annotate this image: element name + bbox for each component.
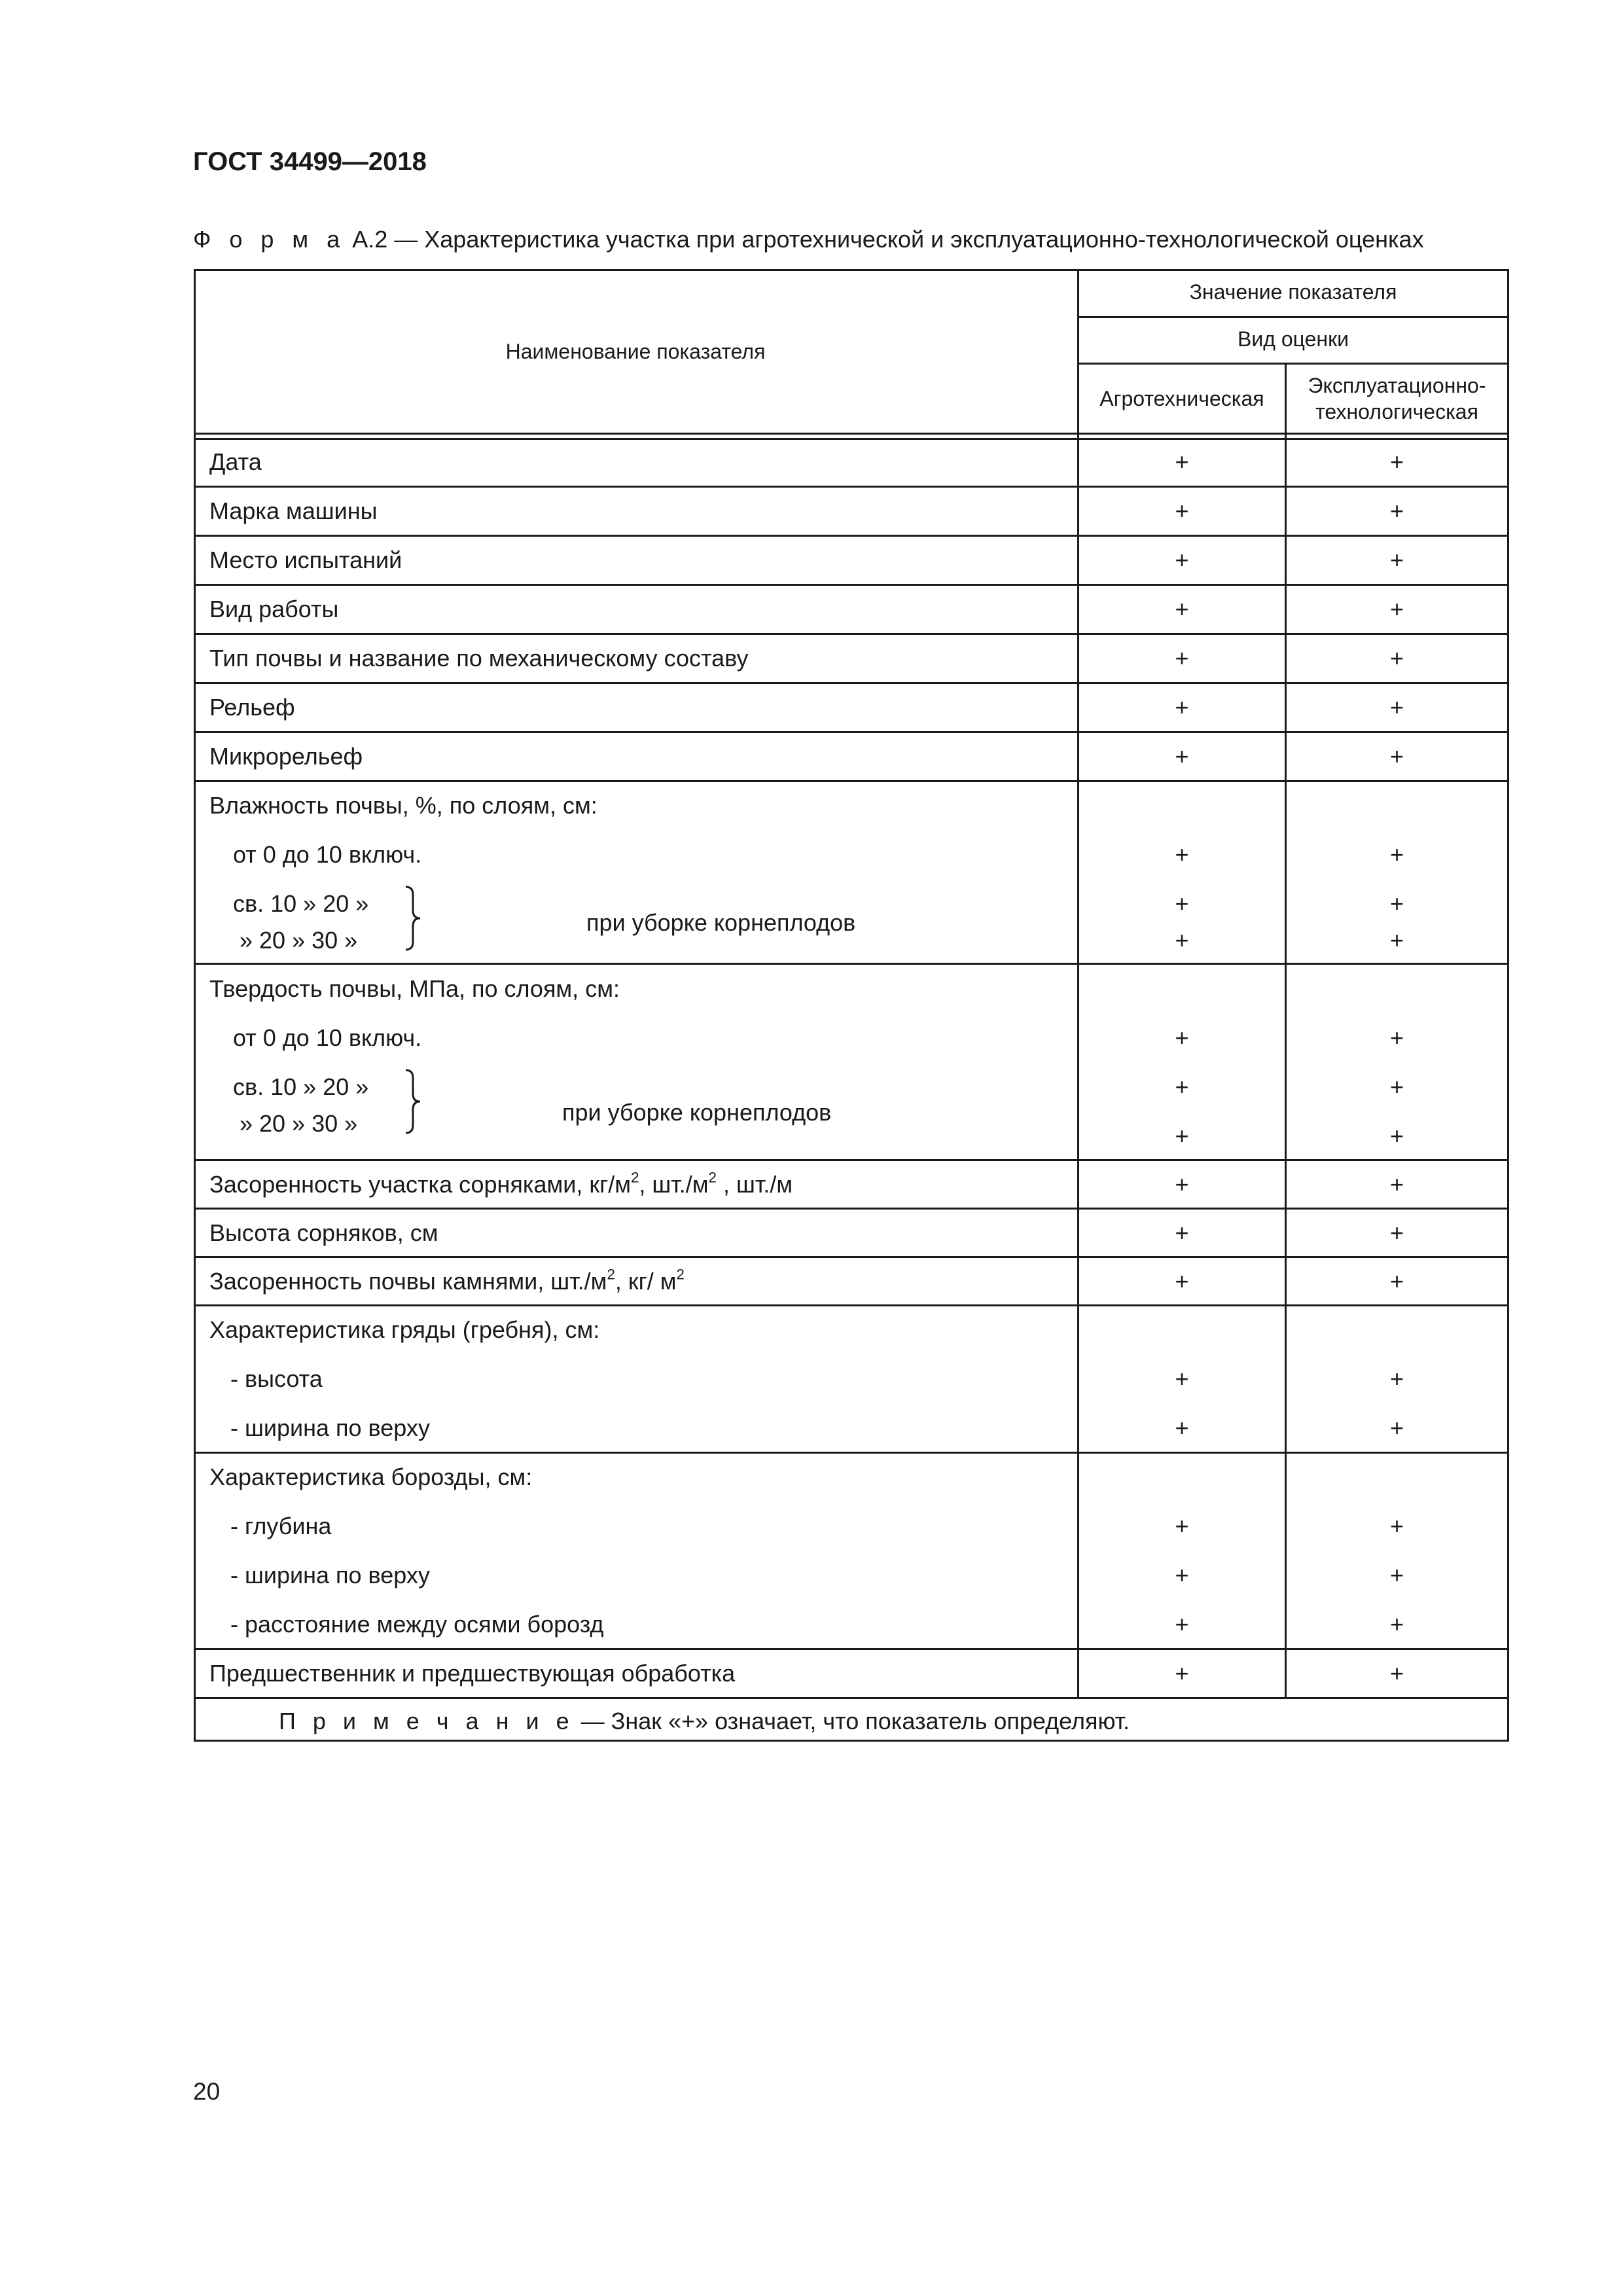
plus-mark: + bbox=[1389, 645, 1404, 672]
plus-mark: + bbox=[1389, 1365, 1404, 1392]
plus-mark: + bbox=[1175, 1513, 1189, 1539]
rule bbox=[194, 1648, 1509, 1650]
rule bbox=[194, 433, 1509, 435]
plus-mark: + bbox=[1389, 694, 1404, 721]
rule bbox=[194, 584, 1509, 586]
stone-sup-2: 2 bbox=[676, 1266, 685, 1283]
row-furrow-title: Характеристика борозды, см: bbox=[209, 1463, 533, 1490]
weed-text-1: Засоренность участка сорняками, кг/м bbox=[209, 1171, 631, 1198]
weed-sup-1: 2 bbox=[630, 1169, 639, 1186]
stone-sup-1: 2 bbox=[607, 1266, 615, 1283]
row-moisture-title: Влажность почвы, %, по слоям, см: bbox=[209, 792, 597, 819]
header-agrotechnical: Агротехническая bbox=[1099, 387, 1264, 410]
plus-mark: + bbox=[1175, 841, 1189, 868]
table-border-top bbox=[194, 269, 1509, 271]
rule bbox=[194, 633, 1509, 635]
row-test-place: Место испытаний bbox=[209, 547, 402, 573]
row-work-type: Вид работы bbox=[209, 596, 339, 622]
row-stone-infestation bbox=[209, 1268, 685, 1295]
rule bbox=[194, 780, 1509, 782]
rule bbox=[194, 1304, 1509, 1306]
moisture-layer-3: » 20 » 30 » bbox=[240, 927, 358, 954]
page-number: 20 bbox=[193, 2078, 221, 2105]
plus-mark: + bbox=[1175, 645, 1189, 672]
rule bbox=[194, 1208, 1509, 1210]
rule bbox=[194, 438, 1509, 440]
plus-mark: + bbox=[1389, 1513, 1404, 1539]
weed-text-2: , шт./м bbox=[639, 1171, 709, 1198]
ridge-top-width: - ширина по верху bbox=[230, 1414, 430, 1441]
hardness-brace-icon bbox=[403, 1069, 423, 1134]
weed-text-3: , шт./м bbox=[716, 1171, 793, 1198]
row-predecessor: Предшественник и предшествующая обработка bbox=[209, 1660, 736, 1687]
hardness-layer-1: от 0 до 10 включ. bbox=[233, 1024, 422, 1051]
row-microrelief: Микрорельеф bbox=[209, 743, 363, 770]
plus-mark: + bbox=[1389, 890, 1404, 917]
col-divider bbox=[1077, 269, 1079, 1699]
plus-mark: + bbox=[1389, 743, 1404, 770]
rule bbox=[1079, 316, 1509, 318]
row-soil-type: Тип почвы и название по механическому составу bbox=[209, 645, 749, 672]
row-machine: Марка машины bbox=[209, 497, 378, 524]
plus-mark: + bbox=[1175, 1414, 1189, 1441]
rule bbox=[194, 1697, 1509, 1699]
plus-mark: + bbox=[1389, 596, 1404, 622]
plus-mark: + bbox=[1175, 743, 1189, 770]
header-operational-line1: Эксплуатационно- bbox=[1308, 374, 1486, 397]
moisture-brace-icon bbox=[403, 886, 423, 951]
plus-mark: + bbox=[1389, 927, 1404, 954]
rule bbox=[194, 682, 1509, 684]
form-title: А.2 — Характеристика участка при агротехнической и эксплуатационно-технологической оценках bbox=[352, 226, 1424, 253]
table-border-left bbox=[194, 269, 196, 1742]
rule bbox=[1079, 363, 1509, 365]
furrow-top-width: - ширина по верху bbox=[230, 1562, 430, 1588]
ridge-height: - высота bbox=[230, 1365, 323, 1392]
plus-mark: + bbox=[1175, 547, 1189, 573]
plus-mark: + bbox=[1389, 1219, 1404, 1246]
plus-mark: + bbox=[1389, 1073, 1404, 1100]
row-weed-infestation bbox=[209, 1171, 793, 1198]
furrow-depth: - глубина bbox=[230, 1513, 332, 1539]
plus-mark: + bbox=[1175, 1562, 1189, 1588]
weed-sup-2: 2 bbox=[708, 1169, 717, 1186]
plus-mark: + bbox=[1389, 1171, 1404, 1198]
plus-mark: + bbox=[1175, 1611, 1189, 1638]
header-assessment-type: Вид оценки bbox=[1238, 327, 1349, 351]
plus-mark: + bbox=[1389, 497, 1404, 524]
row-ridge-title: Характеристика гряды (гребня), см: bbox=[209, 1316, 600, 1343]
document-code: ГОСТ 34499—2018 bbox=[193, 147, 427, 176]
plus-mark: + bbox=[1389, 1414, 1404, 1441]
row-weed-height: Высота сорняков, см bbox=[209, 1219, 438, 1246]
hardness-layer-3: » 20 » 30 » bbox=[240, 1110, 358, 1137]
row-relief: Рельеф bbox=[209, 694, 295, 721]
rule bbox=[194, 486, 1509, 488]
table-caption bbox=[193, 226, 1424, 253]
plus-mark: + bbox=[1175, 1171, 1189, 1198]
plus-mark: + bbox=[1389, 1562, 1404, 1588]
note-text: — Знак «+» означает, что показатель определяют. bbox=[574, 1708, 1130, 1734]
plus-mark: + bbox=[1389, 1122, 1404, 1149]
plus-mark: + bbox=[1389, 547, 1404, 573]
plus-mark: + bbox=[1175, 1268, 1189, 1295]
plus-mark: + bbox=[1175, 596, 1189, 622]
hardness-note: при уборке корнеплодов bbox=[562, 1099, 832, 1126]
plus-mark: + bbox=[1389, 841, 1404, 868]
rule bbox=[194, 963, 1509, 965]
plus-mark: + bbox=[1175, 1073, 1189, 1100]
rule bbox=[194, 731, 1509, 733]
moisture-note: при уборке корнеплодов bbox=[586, 909, 856, 936]
plus-mark: + bbox=[1389, 1660, 1404, 1687]
table-border-bottom bbox=[194, 1740, 1509, 1742]
plus-mark: + bbox=[1175, 890, 1189, 917]
rule bbox=[194, 1256, 1509, 1258]
table-border-right bbox=[1507, 269, 1509, 1742]
rule bbox=[194, 535, 1509, 537]
plus-mark: + bbox=[1175, 1365, 1189, 1392]
rule bbox=[194, 1159, 1509, 1161]
furrow-axis-distance: - расстояние между осями борозд bbox=[230, 1611, 604, 1638]
note-label: П р и м е ч а н и е bbox=[279, 1708, 575, 1734]
header-operational-line2: технологическая bbox=[1315, 400, 1478, 423]
plus-mark: + bbox=[1175, 1024, 1189, 1051]
moisture-layer-2: св. 10 » 20 » bbox=[233, 890, 369, 917]
rule bbox=[194, 1452, 1509, 1454]
header-indicator: Наименование показателя bbox=[505, 340, 766, 363]
plus-mark: + bbox=[1175, 1122, 1189, 1149]
plus-mark: + bbox=[1175, 448, 1189, 475]
row-date: Дата bbox=[209, 448, 262, 475]
form-label: Ф о р м а bbox=[193, 226, 346, 253]
plus-mark: + bbox=[1175, 497, 1189, 524]
indicator-table bbox=[194, 269, 1509, 1742]
table-note bbox=[279, 1708, 1130, 1735]
plus-mark: + bbox=[1175, 1219, 1189, 1246]
stone-text-1: Засоренность почвы камнями, шт./м bbox=[209, 1268, 607, 1295]
row-hardness-title: Твердость почвы, МПа, по слоям, см: bbox=[209, 975, 620, 1002]
hardness-layer-2: св. 10 » 20 » bbox=[233, 1073, 369, 1100]
moisture-layer-1: от 0 до 10 включ. bbox=[233, 841, 422, 868]
stone-text-2: , кг/ м bbox=[615, 1268, 677, 1295]
plus-mark: + bbox=[1175, 1660, 1189, 1687]
plus-mark: + bbox=[1175, 694, 1189, 721]
plus-mark: + bbox=[1389, 1024, 1404, 1051]
plus-mark: + bbox=[1389, 1611, 1404, 1638]
plus-mark: + bbox=[1389, 1268, 1404, 1295]
plus-mark: + bbox=[1389, 448, 1404, 475]
header-value: Значение показателя bbox=[1189, 280, 1397, 304]
plus-mark: + bbox=[1175, 927, 1189, 954]
